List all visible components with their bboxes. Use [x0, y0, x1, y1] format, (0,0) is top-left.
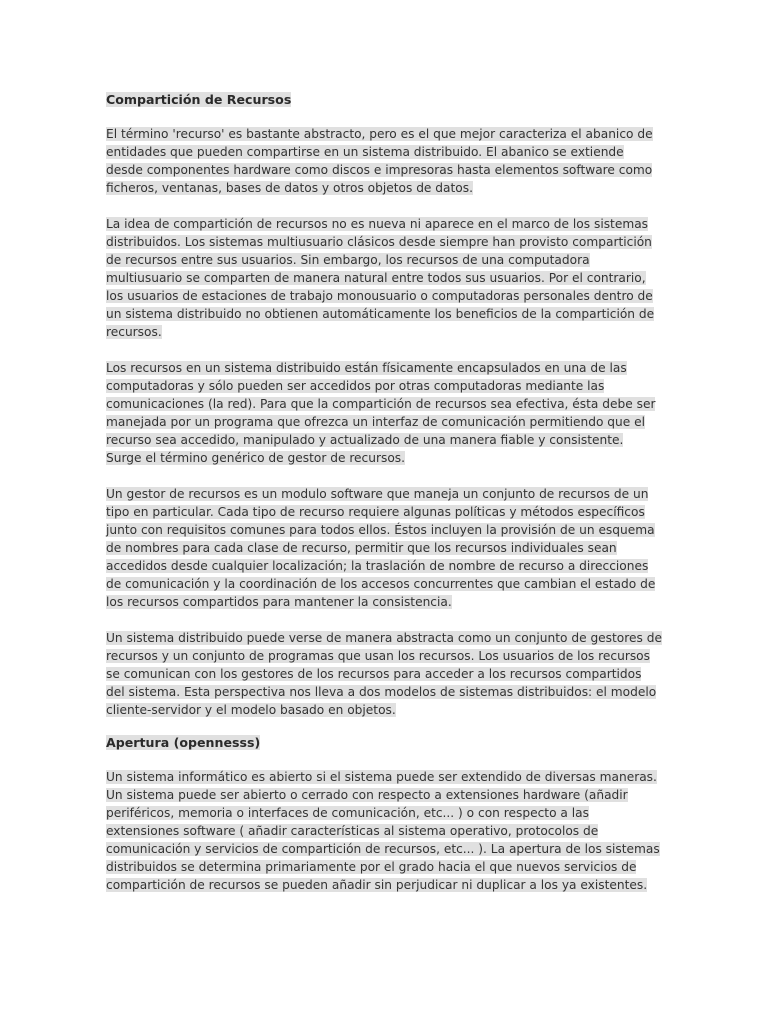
document-page — [106, 90, 662, 894]
section-heading-text: Apertura (opennesss) — [106, 735, 261, 750]
section-heading-text: Compartición de Recursos — [106, 92, 292, 107]
section-heading-apertura — [106, 733, 662, 753]
paragraph-text: Un sistema distribuido puede verse de manera abstracta como un conjunto de gestores de recursos y un conjunto de programas que usan los recursos. Los usuarios de los recursos se comunican con los gestores de los recursos para acceder a los recursos compartidos del sistema. Esta perspectiva nos lleva a dos modelos de sistemas distribuidos: el modelo cliente-servidor y el modelo basado en objetos. — [106, 631, 662, 717]
paragraph-2 — [106, 215, 662, 341]
paragraph-text: Los recursos en un sistema distribuido están físicamente encapsulados en una de las computadoras y sólo pueden ser accedidos por otras computadoras mediante las comunicaciones (la red). Para que la compartición de recursos sea efectiva, ésta debe ser manejada por un programa que ofrezca un interfaz de comunicación permitiendo que el recurso sea accedido, manipulado y actualizado de una manera fiable y consistente. Surge el término genérico de gestor de recursos. — [106, 361, 656, 465]
paragraph-text: Un gestor de recursos es un modulo software que maneja un conjunto de recursos de un tipo en particular. Cada tipo de recurso requiere algunas políticas y métodos específicos junto con requisitos comunes para todos ellos. Éstos incluyen la provisión de un esquema de nombres para cada clase de recurso, permitir que los recursos individuales sean accedidos desde cualquier localización; la traslación de nombre de recurso a direcciones de comunicación y la coordinación de los accesos concurrentes que cambian el estado de los recursos compartidos para mantener la consistencia. — [106, 487, 656, 609]
paragraph-text: El término 'recurso' es bastante abstracto, pero es el que mejor caracteriza el abanico de entidades que pueden compartirse en un sistema distribuido. El abanico se extiende desde componentes hardware como discos e impresoras hasta elementos software como ficheros, ventanas, bases de datos y otros objetos de datos. — [106, 127, 653, 195]
paragraph-text: Un sistema informático es abierto si el sistema puede ser extendido de diversas maneras. Un sistema puede ser abierto o cerrado con respecto a extensiones hardware (añadir periféricos, memoria o interfaces de comunicación, etc... ) o con respecto a las extensiones software ( añadir características al sistema operativo, protocolos de comunicación y servicios de compartición de recursos, etc... ). La apertura de los sistemas distribuidos se determina primariamente por el grado hacia el que nuevos servicios de compartición de recursos se pueden añadir sin perjudicar ni duplicar a los ya existentes. — [106, 770, 660, 892]
paragraph-4 — [106, 485, 662, 611]
paragraph-5 — [106, 629, 662, 719]
paragraph-text: La idea de compartición de recursos no es nueva ni aparece en el marco de los sistemas distribuidos. Los sistemas multiusuario clásicos desde siempre han provisto compartición de recursos entre sus usuarios. Sin embargo, los recursos de una computadora multiusuario se comparten de manera natural entre todos sus usuarios. Por el contrario, los usuarios de estaciones de trabajo monousuario o computadoras personales dentro de un sistema distribuido no obtienen automáticamente los beneficios de la compartición de recursos. — [106, 217, 655, 339]
paragraph-1 — [106, 125, 662, 197]
section-heading-comparticion — [106, 90, 662, 110]
paragraph-3 — [106, 359, 662, 467]
paragraph-6 — [106, 768, 662, 894]
